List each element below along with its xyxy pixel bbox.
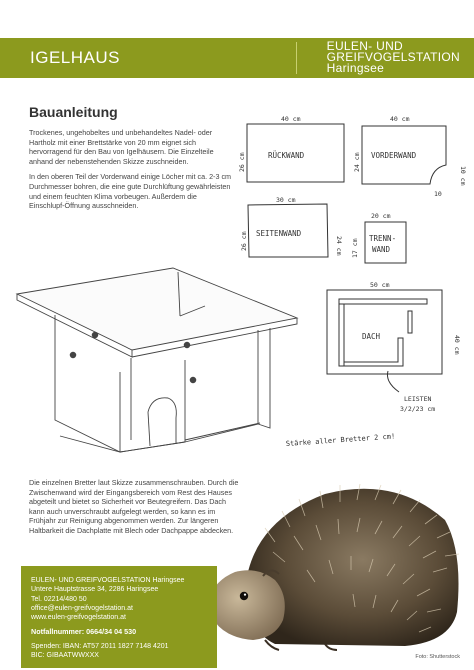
vorderwand-label: VORDERWAND xyxy=(371,151,417,160)
dim-dach-depth: 40 cm xyxy=(453,335,461,355)
org-line-2: GREIFVOGELSTATION xyxy=(326,50,460,64)
leisten-label-2: 3/2/23 cm xyxy=(400,405,436,413)
dim-seitenwand-height-2: 24 cm xyxy=(335,236,343,256)
intro-paragraph-1: Trockenes, ungehobeltes und unbehandeltes Nadel- oder Hartholz mit einer Brettstärke von 20 mm eignet sich hervorragend für den Bau von Igelhäusern. Die Einzelteile anhand der nebenstehenden Skizze zuschneiden. xyxy=(29,128,214,166)
trennwand-label-1: TRENN- xyxy=(369,234,397,243)
board-thickness-note: Stärke aller Bretter 2 cm! xyxy=(285,432,396,448)
footer-iban: Spenden: IBAN: AT57 2011 1827 7148 4201 xyxy=(31,642,169,650)
dim-trennwand-width: 20 cm xyxy=(371,212,391,220)
dim-rueckwand-height: 26 cm xyxy=(238,152,246,172)
contact-footer xyxy=(21,566,217,668)
page-title: IGELHAUS xyxy=(30,48,120,67)
dim-door-height: 10 cm xyxy=(459,166,467,186)
dach-leiste-inner xyxy=(344,338,403,366)
dach-label: DACH xyxy=(362,332,381,341)
section-heading: Bauanleitung xyxy=(29,104,118,120)
org-line-3: Haringsee xyxy=(326,61,385,75)
dim-vorderwand-width: 40 cm xyxy=(390,115,410,123)
leisten-label-1: LEISTEN xyxy=(404,395,432,403)
footer-bic: BIC: GIBAATWWXXX xyxy=(31,652,99,660)
footer-address: Untere Hauptstrasse 34, 2286 Haringsee xyxy=(31,586,159,594)
dach-leiste-top xyxy=(339,299,427,304)
rueckwand-label: RÜCKWAND xyxy=(268,151,305,160)
seitenwand-label: SEITENWAND xyxy=(256,229,302,238)
dim-trennwand-height: 17 cm xyxy=(351,238,359,258)
intro-paragraph-2: In den oberen Teil der Vorderwand einige Löcher mit ca. 2-3 cm Durchmesser bohren, die eine gute Durchlüftung gewährleisten und einem feuchten Klima vorbeugen. Außerdem die Einschlupf-Öffnung ausschneiden. xyxy=(29,172,232,211)
footer-org-name: EULEN- UND GREIFVOGELSTATION Haringsee xyxy=(31,577,185,584)
org-line-1: EULEN- UND xyxy=(326,39,403,53)
dim-vorderwand-height: 24 cm xyxy=(353,152,361,172)
footer-phone: Tel. 02214/480 50 xyxy=(31,595,87,603)
dim-seitenwand-width: 30 cm xyxy=(276,196,296,204)
footer-web-link[interactable]: www.eulen-greifvogelstation.at xyxy=(31,614,126,622)
photo-credit: Foto: Shutterstock xyxy=(415,654,460,660)
hedgehog-photo xyxy=(205,472,460,652)
trennwand-label-2: WAND xyxy=(372,245,391,254)
house-3d-sketch xyxy=(17,268,297,452)
dim-dach-width: 50 cm xyxy=(370,281,390,289)
dach-leiste-left xyxy=(339,304,344,366)
assembly-text: Die einzelnen Bretter laut Skizze zusammenschrauben. Durch die Zwischenwand wird der Eingangsbereich vom Rest des Hauses abgeteilt und bietet so Sicherheit vor Beutegreifern. Das Dach kann auch unverschraubt aufgelegt werden, so kann es im Frühjahr zur Reinigung abgenommen werden. Zur längeren Haltbarkeit die Dachplatte mit Blech oder Dachpappe abdecken. xyxy=(29,478,239,535)
footer-email-link[interactable]: office@eulen-greifvogelstation.at xyxy=(31,604,133,612)
dach-leiste-small xyxy=(408,311,412,333)
footer-emergency-number: Notfallnummer: 0664/34 04 530 xyxy=(31,627,137,637)
dim-door-width: 10 xyxy=(434,190,442,198)
dim-seitenwand-height: 26 cm xyxy=(240,231,248,251)
dim-rueckwand-width: 40 cm xyxy=(281,115,301,123)
